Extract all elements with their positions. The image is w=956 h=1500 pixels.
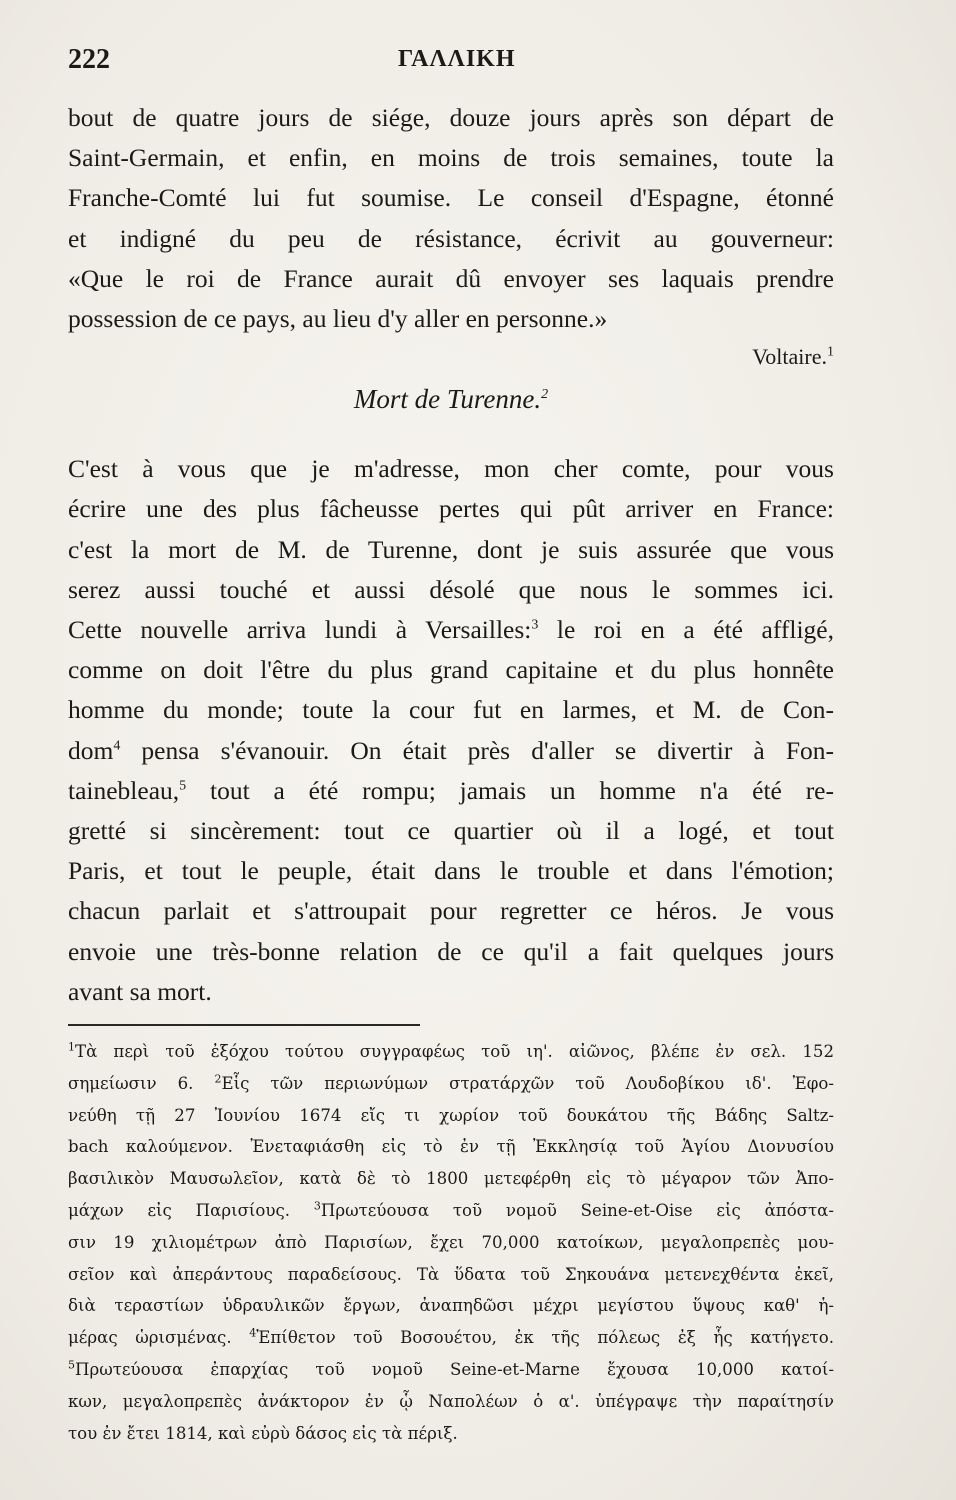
text-line: Paris, et tout le peuple, était dans le trouble et dans l'émotion; (68, 856, 834, 886)
footnote-text: μάχων εἰς Παρισίους. (68, 1200, 291, 1220)
footnote-text: Ἐπίθετον τοῦ Βοσουέτου, ἐκ τῆς πόλεως ἐξ ἧς κατήγετο. (256, 1328, 834, 1348)
footnote-text: Πρωτεύουσα τοῦ νομοῦ Seine-et-Oise εἰς ἀπόστα- (320, 1200, 834, 1220)
page-header (68, 44, 868, 84)
footnote-line: bach καλούμενον. Ἐνεταφιάσθη εἰς τὸ ἐν τῇ Ἐκκλησίᾳ τοῦ Ἁγίου Διονυσίου (68, 1137, 834, 1157)
text-line: et indigné du peu de résistance, écrivit au gouverneur: (68, 223, 834, 253)
page-number: 222 (68, 44, 110, 75)
footnote-text: Πρωτεύουσα ἐπαρχίας τοῦ νομοῦ Seine-et-Marne ἔχουσα 10,000 κατοί- (75, 1359, 834, 1379)
text-line: homme du monde; toute la cour fut en larmes, et M. de Con- (68, 695, 834, 725)
footnote-mark: 2 (214, 1072, 222, 1086)
footnote-line (68, 1068, 834, 1100)
footnote-text: Τὰ περὶ τοῦ ἐξόχου τούτου συγγραφέως τοῦ ιη'. αἰῶνος, βλέπε ἐν σελ. 152 (75, 1042, 834, 1061)
text-line: serez aussi touché et aussi désolé que nous le sommes ici. (68, 574, 834, 604)
section-title (68, 379, 834, 419)
footnote-line: βασιλικὸν Μαυσωλεῖον, κατὰ δὲ τὸ 1800 μετεφέρθη εἰς τὸ μέγαρον τῶν Ἀπο- (68, 1169, 834, 1189)
main-text (68, 98, 834, 1012)
footnote-line: κων, μεγαλοπρεπὲς ἀνάκτορον ἐν ᾧ Ναπολέων ὁ α'. ὑπέγραψε τὴν παραίτησίν (68, 1391, 834, 1411)
text-line (68, 731, 834, 771)
text-fragment: tainebleau, (68, 775, 180, 805)
footnote-line (68, 1036, 834, 1068)
text-fragment: dom (68, 735, 114, 765)
footnote-text: μέρας ὡρισμένας. (68, 1328, 232, 1348)
text-line: bout de quatre jours de siége, douze jours après son départ de (68, 103, 834, 132)
footnote-line: διὰ τεραστίων ὑδραυλικῶν ἔργων, ἀναπηδῶσι μέχρι μεγίστου ὕψους καθ' ἡ- (68, 1296, 834, 1316)
text-line: comme on doit l'être du plus grand capitaine et du plus honnête (68, 655, 834, 685)
footnote-ref: 2 (541, 387, 549, 403)
text-line: Saint-Germain, et enfin, en moins de trois semaines, toute la (68, 143, 834, 173)
footnote-text: Εἷς τῶν περιωνύμων στρατάρχῶν τοῦ Λουδοβίκου ιδ'. Ἐφο- (221, 1073, 835, 1093)
footnote-line: νεύθη τῇ 27 Ἰουνίου 1674 εἴς τι χωρίον τοῦ δουκάτου τῆς Βάδης Saltz- (68, 1105, 834, 1125)
text-line: possession de ce pays, au lieu d'y aller en personne.» (68, 304, 608, 334)
text-line: C'est à vous que je m'adresse, mon cher comte, pour vous (68, 454, 834, 484)
footnote-line (68, 1322, 834, 1354)
text-fragment: le roi en a été affligé, (538, 615, 834, 645)
text-line: écrire une des plus fâcheusse pertes qui pût arriver en France: (68, 494, 834, 524)
footnote-line (68, 1354, 834, 1386)
footnote-ref: 3 (531, 617, 539, 633)
footnote-line: σιν 19 χιλιομέτρων ἀπὸ Παρισίων, ἔχει 70,000 κατοίκων, μεγαλοπρεπὲς μου- (68, 1232, 834, 1252)
footnote-line (68, 1195, 834, 1227)
text-line (68, 610, 834, 650)
footnotes (68, 1036, 834, 1449)
text-line: gretté si sincèrement: tout ce quartier où il a logé, et tout (68, 816, 834, 846)
text-line: Franche-Comté lui fut soumise. Le conseil d'Espagne, étonné (68, 183, 834, 213)
footnote-mark: 1 (68, 1040, 75, 1054)
text-line (68, 771, 834, 811)
text-fragment: Cette nouvelle arriva lundi à Versailles: (68, 615, 532, 645)
footnote-ref: 1 (827, 344, 834, 360)
text-line: chacun parlait et s'attroupait pour regretter ce héros. Je vous (68, 896, 834, 926)
footnote-ref: 4 (113, 738, 121, 754)
footnote-line: του ἐν ἔτει 1814, καὶ εὐρὺ δάσος εἰς τὰ πέριξ. (68, 1423, 458, 1443)
footnote-divider (68, 1024, 420, 1026)
signature-text: Voltaire. (752, 344, 827, 370)
text-fragment: pensa s'évanouir. On était près d'aller se divertir à Fon- (120, 735, 834, 765)
signature (68, 339, 834, 375)
footnote-text: σημείωσιν 6. (68, 1073, 194, 1093)
footnote-ref: 5 (179, 778, 187, 794)
text-line: envoie une très-bonne relation de ce qu'il a fait quelques jours (68, 936, 834, 966)
footnote-mark: 4 (249, 1326, 257, 1340)
running-title: ΓΑΛΛΙΚΗ (398, 46, 516, 72)
footnote-mark: 5 (68, 1358, 75, 1372)
section-title-text: Mort de Turenne. (353, 384, 542, 415)
text-fragment: tout a été rompu; jamais un homme n'a été re- (186, 775, 834, 805)
footnote-mark: 3 (313, 1199, 321, 1213)
text-line: «Que le roi de France aurait dû envoyer ses laquais prendre (68, 263, 834, 293)
text-line: c'est la mort de M. de Turenne, dont je suis assurée que vous (68, 534, 834, 564)
text-line: avant sa mort. (68, 976, 212, 1006)
footnote-line: σεῖον καὶ ἀπεράντους παραδείσους. Τὰ ὕδατα τοῦ Σηκουάνα μετενεχθέντα ἐκεῖ, (68, 1264, 834, 1284)
